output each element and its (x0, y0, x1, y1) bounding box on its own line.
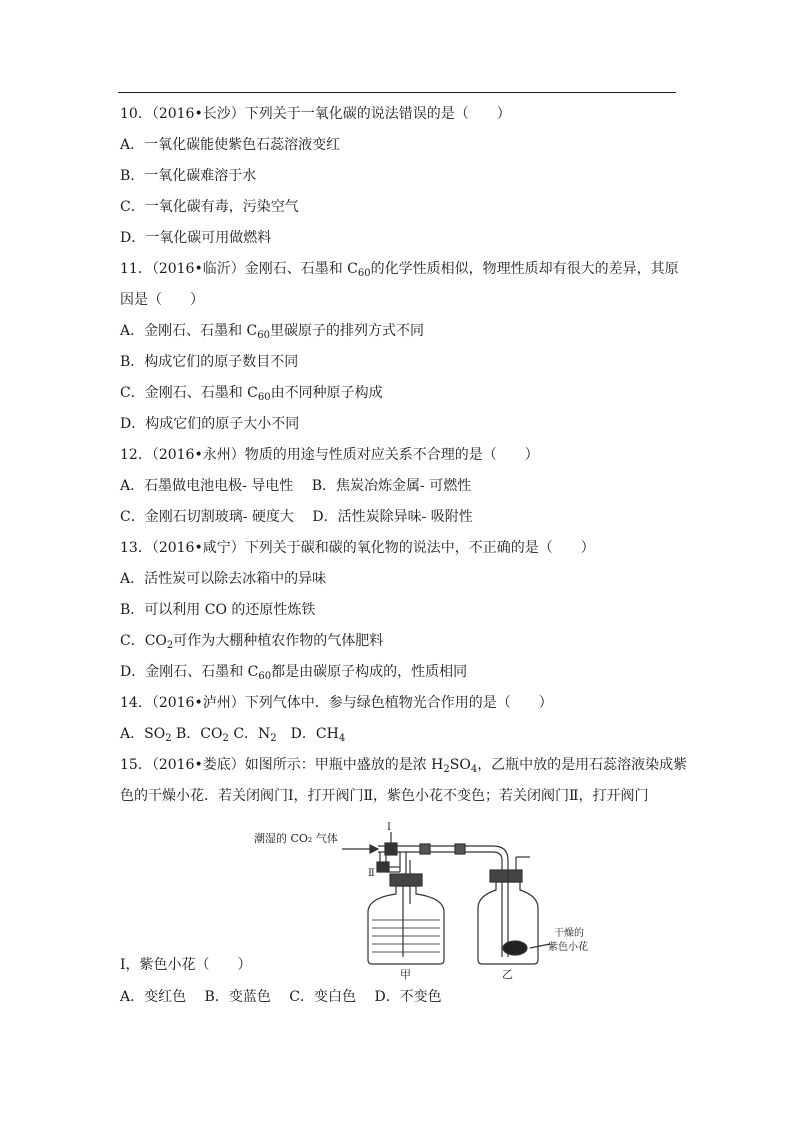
q14-stem: 14．（2016•泸州）下列气体中．参与绿色植物光合作用的是（ ） (120, 695, 553, 711)
header-rule (118, 92, 676, 93)
q15-stem-cont: 色的干燥小花．若关闭阀门Ⅰ，打开阀门Ⅱ，紫色小花不变色；若关闭阀门Ⅱ，打开阀门 (120, 788, 649, 804)
flower-label-2: 紫色小花 (548, 942, 588, 953)
apparatus-diagram (250, 812, 620, 980)
q13-stem: 13．（2016•咸宁）下列关于碳和碳的氧化物的说法中，不正确的是（ ） (120, 540, 595, 556)
valve-1-label: Ⅰ (387, 822, 391, 833)
q13-option-d: D．金刚石、石墨和 $C_{60}$都是由碳原子构成的，性质相同 (120, 664, 468, 682)
gas-label: 潮湿的 CO₂ 气体 (254, 832, 338, 845)
flower-label-1: 干燥的 (554, 928, 584, 939)
q13-option-a: A．活性炭可以除去冰箱中的异味 (120, 571, 327, 587)
apparatus-figure (250, 812, 620, 980)
q13-option-b: B．可以利用 CO 的还原性炼铁 (120, 602, 316, 618)
q11-option-a: A．金刚石、石墨和 $C_{60}$里碳原子的排列方式不同 (120, 323, 425, 341)
q12-options-row2: C．金刚石切割玻璃- 硬度大 D．活性炭除异味- 吸附性 (120, 509, 473, 525)
q10-option-c: C．一氧化碳有毒，污染空气 (120, 199, 299, 215)
q11-option-b: B．构成它们的原子数目不同 (120, 354, 299, 370)
q13-option-c: C．$CO_2$可作为大棚种植农作物的气体肥料 (120, 633, 384, 651)
q15-stem-end: Ⅰ，紫色小花（ ） (120, 957, 252, 973)
arrow-head-icon (370, 845, 378, 853)
q11-stem: 11．（2016•临沂）金刚石、石墨和 $C_{60}$的化学性质相似，物理性质却有很大的差异，其原 (120, 261, 679, 279)
valve-2-label: Ⅱ (368, 868, 375, 879)
q12-options-row1: A．石墨做电池电极- 导电性 B．焦炭冶炼金属- 可燃性 (120, 478, 472, 494)
q11-stem-cont: 因是（ ） (120, 292, 204, 308)
q11-option-d: D．构成它们的原子大小不同 (120, 416, 300, 432)
q10-option-a: A．一氧化碳能使紫色石蕊溶液变红 (120, 137, 341, 153)
q15-stem: 15．（2016•娄底）如图所示：甲瓶中盛放的是浓 $H_2SO_4$，乙瓶中放的是用石蕊溶液染成紫 (120, 757, 688, 775)
q12-stem: 12．（2016•永州）物质的用途与性质对应关系不合理的是（ ） (120, 447, 539, 463)
q11-option-c: C．金刚石、石墨和 $C_{60}$由不同种原子构成 (120, 385, 383, 403)
q10-stem: 10．（2016•长沙）下列关于一氧化碳的说法错误的是（ ） (120, 106, 511, 122)
bottle-b-stopper (490, 870, 522, 882)
bottle-a-label: 甲 (400, 968, 411, 980)
bottle-a-stopper (390, 874, 422, 886)
q10-option-b: B．一氧化碳难溶于水 (120, 168, 257, 184)
q14-options: A．$SO_2$ B．$CO_2$ C．$N_2$ D．$CH_4$ (120, 726, 346, 744)
bottle-b-label: 乙 (502, 968, 513, 980)
flower-icon (503, 941, 527, 955)
valve-1-icon (385, 843, 397, 855)
q10-option-d: D．一氧化碳可用做燃料 (120, 230, 272, 246)
q15-options: A．变红色 B．变蓝色 C．变白色 D．不变色 (120, 989, 442, 1005)
